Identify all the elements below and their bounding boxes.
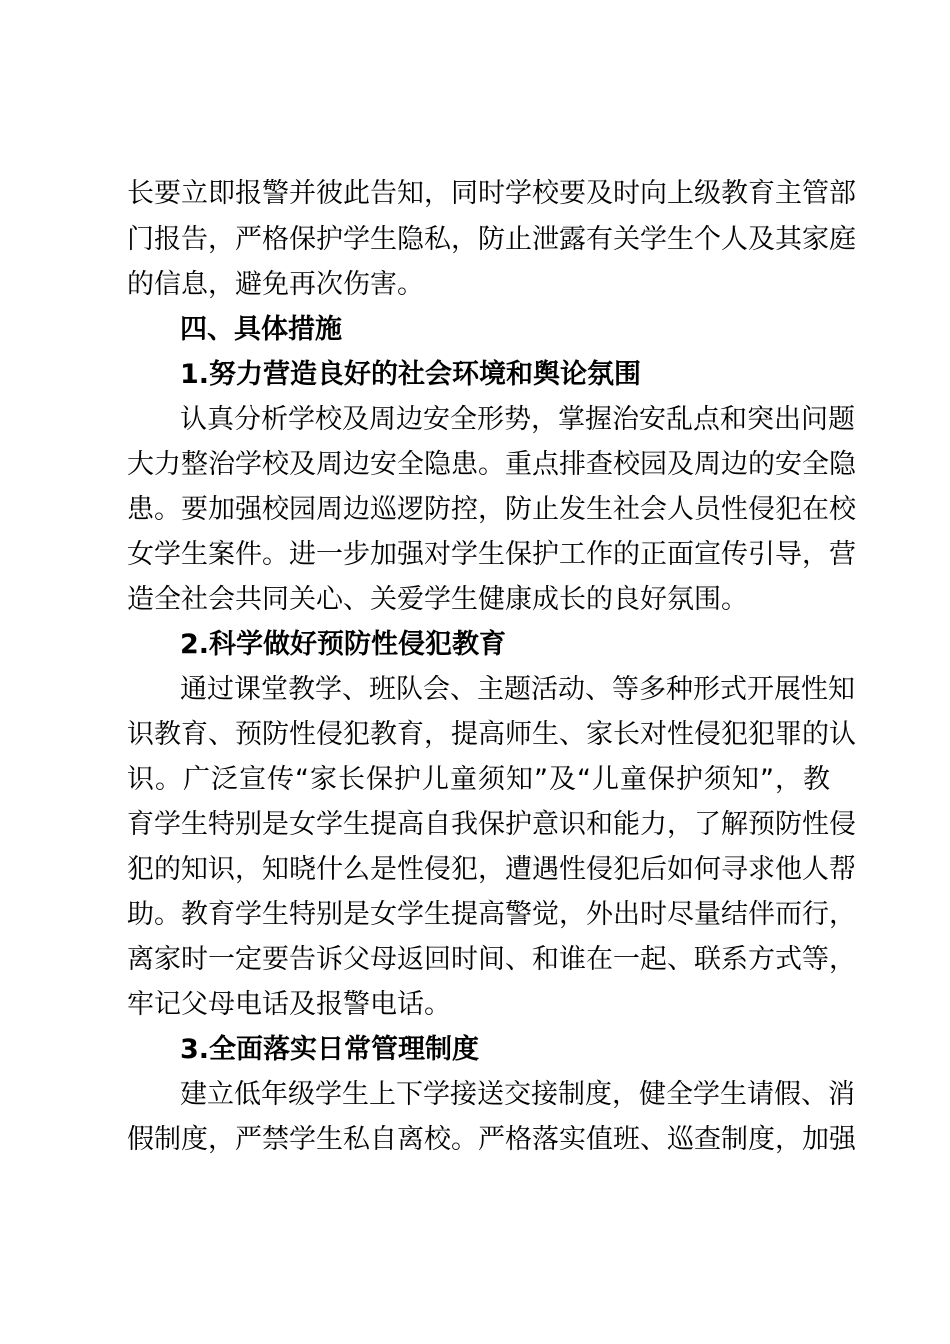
paragraph-line: 牢记父母电话及报警电话。 <box>127 989 451 1020</box>
paragraph-line: 助。教育学生特别是女学生提高警觉，外出时尽量结伴而行， <box>127 899 856 930</box>
paragraph-line: 大力整治学校及周边安全隐患。重点排查校园及周边的安全隐 <box>127 449 856 480</box>
paragraph-line: 离家时一定要告诉父母返回时间、和谁在一起、联系方式等， <box>127 944 856 975</box>
paragraph-line: 门报告，严格保护学生隐私，防止泄露有关学生个人及其家庭 <box>127 224 856 255</box>
paragraph-line: 犯的知识，知晓什么是性侵犯，遭遇性侵犯后如何寻求他人帮 <box>127 854 856 885</box>
paragraph-line: 认真分析学校及周边安全形势，掌握治安乱点和突出问题 <box>180 404 855 435</box>
sub-heading: 3.全面落实日常管理制度 <box>180 1034 480 1065</box>
paragraph-line: 患。要加强校园周边巡逻防控，防止发生社会人员性侵犯在校 <box>127 494 856 525</box>
paragraph-line: 通过课堂教学、班队会、主题活动、等多种形式开展性知 <box>180 674 855 705</box>
paragraph-line: 建立低年级学生上下学接送交接制度，健全学生请假、消 <box>180 1079 855 1110</box>
paragraph-line: 女学生案件。进一步加强对学生保护工作的正面宣传引导，营 <box>127 539 856 570</box>
section-heading: 四、具体措施 <box>180 314 342 345</box>
paragraph-line: 识。广泛宣传“家长保护儿童须知”及“儿童保护须知”，教 <box>127 764 830 795</box>
paragraph-line: 长要立即报警并彼此告知，同时学校要及时向上级教育主管部 <box>127 178 856 209</box>
paragraph-line: 的信息，避免再次伤害。 <box>127 269 424 300</box>
paragraph-line: 造全社会共同关心、关爱学生健康成长的良好氛围。 <box>127 584 748 615</box>
sub-heading: 2.科学做好预防性侵犯教育 <box>180 629 507 660</box>
sub-heading: 1.努力营造良好的社会环境和舆论氛围 <box>180 359 642 390</box>
paragraph-line: 识教育、预防性侵犯教育，提高师生、家长对性侵犯犯罪的认 <box>127 719 856 750</box>
paragraph-line: 假制度，严禁学生私自离校。严格落实值班、巡查制度，加强 <box>127 1124 856 1155</box>
paragraph-line: 育学生特别是女学生提高自我保护意识和能力，了解预防性侵 <box>127 809 856 840</box>
